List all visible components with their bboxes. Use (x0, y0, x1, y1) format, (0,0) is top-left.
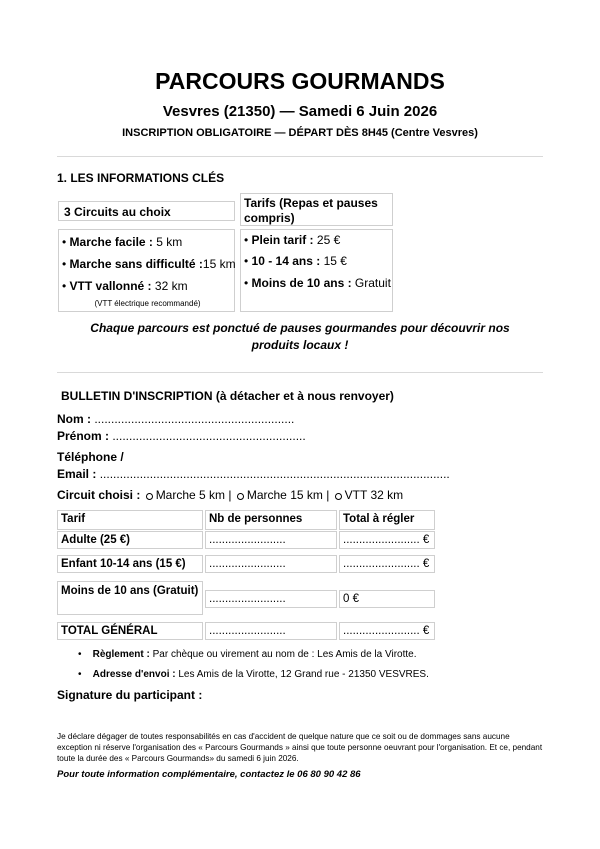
tarif-item: • Plein tarif : 25 € (244, 233, 341, 247)
bulletin-heading: BULLETIN D'INSCRIPTION (à détacher et à nous renvoyer) (61, 389, 394, 403)
nom-field[interactable]: Nom : ............................................................ (57, 412, 295, 426)
tarif-item: • Moins de 10 ans : Gratuit (244, 276, 391, 290)
table-row-nb-input[interactable]: ........................ (205, 590, 337, 608)
vtt-note: (VTT électrique recommandé) (94, 299, 201, 308)
circuits-header: 3 Circuits au choix (64, 205, 171, 219)
table-row-total-input[interactable]: ........................ € (339, 555, 435, 573)
tagline: Chaque parcours est ponctué de pauses gourmandes pour découvrir nos produits locaux ! (90, 321, 510, 352)
table-row-total-label: TOTAL GÉNÉRAL (57, 622, 203, 640)
telephone-label: Téléphone / (57, 450, 124, 464)
tarifs-header: Tarifs (Repas et pauses compris) (244, 196, 378, 225)
divider (57, 156, 543, 157)
tarifs-list-box (240, 229, 393, 312)
tarif-item: • 10 - 14 ans : 15 € (244, 254, 347, 268)
table-row-total-input[interactable]: ........................ € (339, 531, 435, 549)
radio-icon (335, 493, 342, 500)
address-info: • Adresse d'envoi : Les Amis de la Virotte, 12 Grand rue - 21350 VESVRES. (78, 669, 429, 680)
table-row-tarif: Enfant 10-14 ans (15 €) (57, 555, 203, 573)
table-row-total-input[interactable]: ........................ € (339, 622, 435, 640)
circuit-option-vtt[interactable]: VTT 32 km (333, 488, 403, 502)
contact-info: Pour toute information complémentaire, contactez le 06 80 90 42 86 (57, 769, 361, 780)
radio-icon (237, 493, 244, 500)
table-row-nb-input[interactable]: ........................ (205, 531, 337, 549)
table-row-total-value: 0 € (339, 590, 435, 608)
legal-disclaimer: Je déclare dégager de toutes responsabilités en cas d'accident de quelque nature que ce soit ou de dommages sans aucune exception ni réserve l'organisation des « Parcours Gourmands » ainsi que toute personne oeuvrant pour l'organisation. Et ce, pendant toute la durée des « Parcours Gourmands» du samedi 6 juin 2026. (57, 732, 543, 763)
divider (57, 372, 543, 373)
tarifs-header-box (240, 193, 393, 226)
event-subtitle: Vesvres (21350) — Samedi 6 Juin 2026 (162, 103, 438, 120)
radio-icon (146, 493, 153, 500)
circuits-list-box (58, 229, 235, 312)
table-header-total: Total à régler (339, 510, 435, 530)
page-title: PARCOURS GOURMANDS (155, 68, 445, 94)
circuit-option-5km[interactable]: Marche 5 km | (144, 488, 232, 502)
signature-label: Signature du participant : (57, 688, 203, 702)
circuit-item: • Marche facile : 5 km (62, 235, 183, 249)
circuit-item: • Marche sans difficulté :15 km (62, 257, 236, 271)
email-field[interactable]: Email : ......................................................................................................... (57, 467, 450, 481)
circuit-option-15km[interactable]: Marche 15 km | (235, 488, 329, 502)
circuits-header-box (58, 201, 235, 221)
table-header-tarif: Tarif (57, 510, 203, 530)
payment-info: • Règlement : Par chèque ou virement au nom de : Les Amis de la Virotte. (78, 649, 417, 660)
section-info-heading: 1. LES INFORMATIONS CLÉS (57, 171, 225, 185)
table-header-nb: Nb de personnes (205, 510, 337, 530)
prenom-field[interactable]: Prénom : .......................................................... (57, 429, 306, 443)
registration-notice: INSCRIPTION OBLIGATOIRE — DÉPART DÈS 8H45 (Centre Vesvres) (122, 127, 478, 139)
table-row-nb-input[interactable]: ........................ (205, 622, 337, 640)
circuit-item: • VTT vallonné : 32 km (62, 279, 188, 293)
table-row-tarif: Moins de 10 ans (Gratuit) (57, 581, 203, 615)
circuit-choice: Circuit choisi : Marche 5 km | Marche 15 km | VTT 32 km (57, 488, 404, 502)
table-row-nb-input[interactable]: ........................ (205, 555, 337, 573)
table-row-tarif: Adulte (25 €) (57, 531, 203, 549)
